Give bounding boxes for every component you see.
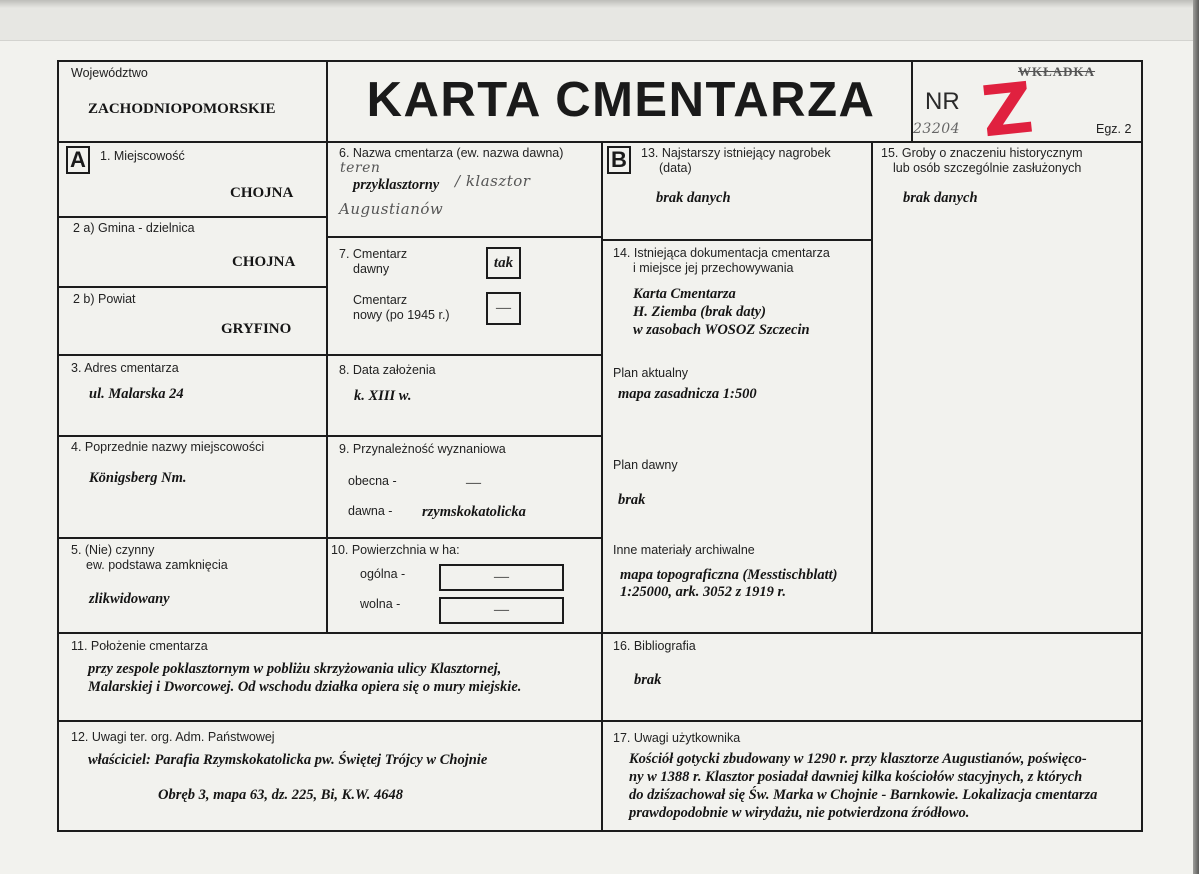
divider <box>871 141 873 632</box>
wojewodztwo-value: ZACHODNIOPOMORSKIE <box>88 101 276 117</box>
powiat-value: GRYFINO <box>221 321 292 337</box>
section-b-letter: B <box>607 146 631 174</box>
data-zalozenia-value: k. XIII w. <box>354 388 412 404</box>
divider <box>58 632 1142 634</box>
dokumentacja-value-2: H. Ziemba (brak daty) <box>633 304 766 320</box>
ogolna-label: ogólna - <box>360 567 406 581</box>
uzytkownika-line-2: ny w 1388 r. Klasztor posiadał dawniej kilka kościołów stacyjnych, z których <box>629 769 1083 785</box>
uwagi-label: 12. Uwagi ter. org. Adm. Państwowej <box>71 730 275 744</box>
wkladka-stamp: WKŁADKA <box>1018 64 1096 79</box>
inne-value-2: 1:25000, ark. 3052 z 1919 r. <box>620 584 786 600</box>
nowy-label: Cmentarz <box>353 293 408 307</box>
dokumentacja-value-3: w zasobach WOSOZ Szczecin <box>633 322 810 338</box>
bibliografia-label: 16. Bibliografia <box>613 639 696 653</box>
dokumentacja-value-1: Karta Cmentarza <box>633 286 736 302</box>
dokumentacja-label-2: i miejsce jej przechowywania <box>633 261 794 275</box>
nr-stamp-letter: Z <box>977 66 1037 154</box>
section-a-letter: A <box>66 146 90 174</box>
polozenie-line-1: przy zespole poklasztornym w pobliżu skrzyżowania ulicy Klasztornej, <box>88 661 502 677</box>
dawny-label: 7. Cmentarz <box>339 247 408 261</box>
uzytkownika-line-1: Kościół gotycki zbudowany w 1290 r. przy klasztorze Augustianów, poświęco- <box>629 751 1087 767</box>
page-title: KARTA CMENTARZA <box>366 73 876 127</box>
dawny-box: tak <box>486 247 521 279</box>
divider <box>58 141 1142 143</box>
inne-label: Inne materiały archiwalne <box>613 543 755 557</box>
divider <box>326 236 601 238</box>
dawny-label-2: dawny <box>353 262 390 276</box>
divider <box>58 537 601 539</box>
uzytkownika-label: 17. Uwagi użytkownika <box>613 731 741 745</box>
nowy-label-2: nowy (po 1945 r.) <box>353 308 450 322</box>
inne-value-1: mapa topograficzna (Messtischblatt) <box>620 567 838 583</box>
nagrobek-label-2: (data) <box>659 161 692 175</box>
dawna-value: rzymskokatolicka <box>422 504 526 520</box>
miejscowosc-value: CHOJNA <box>230 185 294 201</box>
poprzednie-label: 4. Poprzednie nazwy miejscowości <box>71 440 265 454</box>
miejscowosc-label: 1. Miejscowość <box>100 149 185 163</box>
czynny-label: 5. (Nie) czynny <box>71 543 155 557</box>
ogolna-box: — <box>439 564 564 591</box>
uwagi-line-1: właściciel: Parafia Rzymskokatolicka pw. Świętej Trójcy w Chojnie <box>88 752 488 768</box>
nowy-box: — <box>486 292 521 325</box>
plan-dawny-label: Plan dawny <box>613 458 678 472</box>
polozenie-label: 11. Położenie cmentarza <box>71 639 208 653</box>
nr-label: NR <box>925 88 960 115</box>
wojewodztwo-label: Województwo <box>71 66 148 80</box>
plan-dawny-value: brak <box>618 492 646 508</box>
groby-label: 15. Groby o znaczeniu historycznym <box>881 146 1083 160</box>
divider <box>326 61 328 632</box>
nr-handwritten: 23204 <box>913 121 961 137</box>
obecna-value: — <box>466 475 481 491</box>
dawna-label: dawna - <box>348 504 393 518</box>
divider <box>58 286 326 288</box>
nazwa-value: przyklasztorny <box>353 177 440 193</box>
adres-label: 3. Adres cmentarza <box>71 361 179 375</box>
right-edge-shadow <box>1193 0 1199 874</box>
nazwa-handwritten-1: teren <box>340 160 381 176</box>
divider <box>601 239 871 241</box>
polozenie-line-2: Malarskiej i Dworcowej. Od wschodu działka opiera się o mury miejskie. <box>88 679 522 695</box>
gmina-label: 2 a) Gmina - dzielnica <box>73 221 195 235</box>
bibliografia-value: brak <box>634 672 662 688</box>
nazwa-handwritten-3: Augustianów <box>339 200 444 218</box>
uzytkownika-line-3: do dziśzachował się Św. Marka w Chojnie - Barnkowie. Lokalizacja cmentarza <box>629 787 1098 803</box>
adres-value: ul. Malarska 24 <box>89 386 184 402</box>
obecna-label: obecna - <box>348 474 397 488</box>
groby-value: brak danych <box>903 190 978 206</box>
nagrobek-value: brak danych <box>656 190 731 206</box>
data-zalozenia-label: 8. Data założenia <box>339 363 436 377</box>
powierzchnia-label: 10. Powierzchnia w ha: <box>331 543 460 557</box>
wolna-box: — <box>439 597 564 624</box>
groby-label-2: lub osób szczególnie zasłużonych <box>893 161 1082 175</box>
nagrobek-label: 13. Najstarszy istniejący nagrobek <box>641 146 831 160</box>
nazwa-label: 6. Nazwa cmentarza (ew. nazwa dawna) <box>339 146 564 160</box>
divider <box>58 354 601 356</box>
divider <box>58 216 326 218</box>
uzytkownika-line-4: prawdopodobnie w wirydażu, nie potwierdzona źródłowo. <box>629 805 970 821</box>
top-shadow <box>0 0 1199 8</box>
gmina-value: CHOJNA <box>232 254 296 270</box>
plan-aktualny-value: mapa zasadnicza 1:500 <box>618 386 757 402</box>
uwagi-line-2: Obręb 3, mapa 63, dz. 225, Bi, K.W. 4648 <box>158 787 404 803</box>
dokumentacja-label: 14. Istniejąca dokumentacja cmentarza <box>613 246 830 260</box>
poprzednie-value: Königsberg Nm. <box>89 470 187 486</box>
czynny-value: zlikwidowany <box>89 591 170 607</box>
egz-label: Egz. 2 <box>1096 122 1132 136</box>
powiat-label: 2 b) Powiat <box>73 292 136 306</box>
divider <box>601 141 603 831</box>
przynaleznosc-label: 9. Przynależność wyznaniowa <box>339 442 506 456</box>
nazwa-handwritten-2: / klasztor <box>455 172 531 190</box>
divider <box>58 720 1142 722</box>
czynny-label-2: ew. podstawa zamknięcia <box>86 558 228 572</box>
wolna-label: wolna - <box>360 597 401 611</box>
divider <box>58 435 601 437</box>
plan-aktualny-label: Plan aktualny <box>613 366 689 380</box>
